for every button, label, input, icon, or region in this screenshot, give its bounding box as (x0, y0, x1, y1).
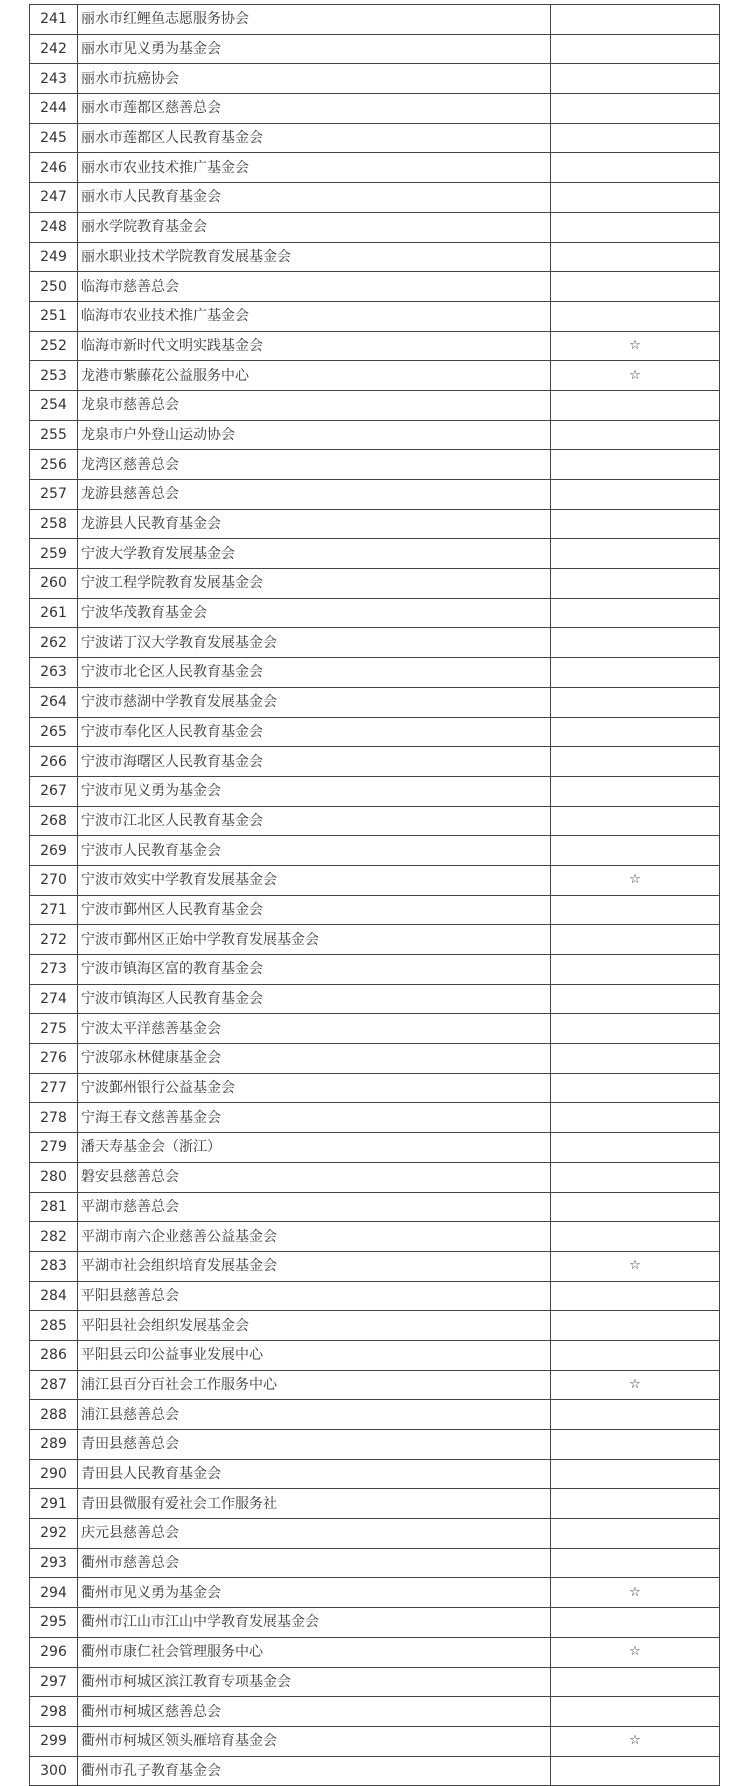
organization-name: 衢州市柯城区慈善总会 (78, 1697, 551, 1727)
row-number: 247 (30, 183, 78, 213)
organization-name: 青田县慈善总会 (78, 1430, 551, 1460)
mark-cell (551, 1608, 720, 1638)
organization-name: 丽水市抗癌协会 (78, 64, 551, 94)
mark-cell (551, 806, 720, 836)
mark-cell (551, 984, 720, 1014)
row-number: 267 (30, 776, 78, 806)
organization-name: 宁波诺丁汉大学教育发展基金会 (78, 628, 551, 658)
table-row (30, 1340, 720, 1370)
mark-cell (551, 272, 720, 302)
row-number: 278 (30, 1103, 78, 1133)
organization-name: 衢州市孔子教育基金会 (78, 1756, 551, 1786)
table-row (30, 480, 720, 510)
row-number: 266 (30, 747, 78, 777)
table-row (30, 955, 720, 985)
mark-cell (551, 1044, 720, 1074)
table-row (30, 1637, 720, 1667)
organization-name: 丽水学院教育基金会 (78, 212, 551, 242)
row-number: 279 (30, 1133, 78, 1163)
row-number: 244 (30, 94, 78, 124)
mark-cell (551, 153, 720, 183)
organization-name: 平湖市社会组织培育发展基金会 (78, 1251, 551, 1281)
organization-name: 磐安县慈善总会 (78, 1162, 551, 1192)
row-number: 260 (30, 569, 78, 599)
table-row (30, 925, 720, 955)
star-mark-icon: ☆ (551, 331, 720, 361)
row-number: 291 (30, 1489, 78, 1519)
mark-cell (551, 301, 720, 331)
organization-name: 龙湾区慈善总会 (78, 450, 551, 480)
row-number: 286 (30, 1340, 78, 1370)
row-number: 275 (30, 1014, 78, 1044)
row-number: 252 (30, 331, 78, 361)
mark-cell (551, 1340, 720, 1370)
row-number: 282 (30, 1222, 78, 1252)
star-mark-icon: ☆ (551, 361, 720, 391)
table-body (30, 5, 720, 1786)
table-row (30, 1162, 720, 1192)
row-number: 250 (30, 272, 78, 302)
organization-name: 龙游县人民教育基金会 (78, 509, 551, 539)
row-number: 294 (30, 1578, 78, 1608)
mark-cell (551, 1548, 720, 1578)
row-number: 256 (30, 450, 78, 480)
table-row (30, 1489, 720, 1519)
row-number: 243 (30, 64, 78, 94)
table-row (30, 1726, 720, 1756)
organization-name: 衢州市康仁社会管理服务中心 (78, 1637, 551, 1667)
table-row (30, 658, 720, 688)
table-row (30, 212, 720, 242)
row-number: 288 (30, 1400, 78, 1430)
organization-name: 浦江县慈善总会 (78, 1400, 551, 1430)
mark-cell (551, 94, 720, 124)
mark-cell (551, 1073, 720, 1103)
organization-name: 衢州市柯城区领头雁培育基金会 (78, 1726, 551, 1756)
table-row (30, 776, 720, 806)
table-row (30, 895, 720, 925)
mark-cell (551, 1281, 720, 1311)
table-row (30, 1192, 720, 1222)
mark-cell (551, 420, 720, 450)
organization-name: 临海市新时代文明实践基金会 (78, 331, 551, 361)
organization-name: 宁波市镇海区富的教育基金会 (78, 955, 551, 985)
organization-name: 平阳县慈善总会 (78, 1281, 551, 1311)
row-number: 292 (30, 1519, 78, 1549)
table-row (30, 539, 720, 569)
mark-cell (551, 569, 720, 599)
mark-cell (551, 539, 720, 569)
table-row (30, 361, 720, 391)
row-number: 277 (30, 1073, 78, 1103)
row-number: 265 (30, 717, 78, 747)
row-number: 259 (30, 539, 78, 569)
organization-name: 丽水市莲都区人民教育基金会 (78, 123, 551, 153)
row-number: 296 (30, 1637, 78, 1667)
row-number: 284 (30, 1281, 78, 1311)
mark-cell (551, 1430, 720, 1460)
table-row (30, 836, 720, 866)
table-row (30, 717, 720, 747)
star-mark-icon: ☆ (551, 1578, 720, 1608)
mark-cell (551, 1400, 720, 1430)
row-number: 272 (30, 925, 78, 955)
organization-name: 衢州市柯城区滨江教育专项基金会 (78, 1667, 551, 1697)
row-number: 253 (30, 361, 78, 391)
organization-name: 龙泉市户外登山运动协会 (78, 420, 551, 450)
organization-name: 丽水市红鲤鱼志愿服务协会 (78, 5, 551, 35)
organization-name: 临海市农业技术推广基金会 (78, 301, 551, 331)
mark-cell (551, 836, 720, 866)
mark-cell (551, 242, 720, 272)
organization-name: 平阳县云印公益事业发展中心 (78, 1340, 551, 1370)
mark-cell (551, 1133, 720, 1163)
row-number: 273 (30, 955, 78, 985)
table-row (30, 5, 720, 35)
organization-name: 宁波市慈湖中学教育发展基金会 (78, 687, 551, 717)
row-number: 241 (30, 5, 78, 35)
mark-cell (551, 776, 720, 806)
table-row (30, 1281, 720, 1311)
table-row (30, 1251, 720, 1281)
row-number: 298 (30, 1697, 78, 1727)
table-row (30, 450, 720, 480)
table-row (30, 1133, 720, 1163)
mark-cell (551, 628, 720, 658)
organization-name: 宁波市江北区人民教育基金会 (78, 806, 551, 836)
mark-cell (551, 598, 720, 628)
mark-cell (551, 687, 720, 717)
star-mark-icon: ☆ (551, 1370, 720, 1400)
table-row (30, 1400, 720, 1430)
mark-cell (551, 1667, 720, 1697)
row-number: 246 (30, 153, 78, 183)
mark-cell (551, 955, 720, 985)
star-mark-icon: ☆ (551, 865, 720, 895)
organization-name: 丽水市人民教育基金会 (78, 183, 551, 213)
organization-name: 青田县人民教育基金会 (78, 1459, 551, 1489)
table-row (30, 806, 720, 836)
mark-cell (551, 34, 720, 64)
organization-name: 宁波邬永林健康基金会 (78, 1044, 551, 1074)
organization-name: 浦江县百分百社会工作服务中心 (78, 1370, 551, 1400)
table-row (30, 242, 720, 272)
mark-cell (551, 925, 720, 955)
organization-name: 庆元县慈善总会 (78, 1519, 551, 1549)
mark-cell (551, 1103, 720, 1133)
mark-cell (551, 1459, 720, 1489)
row-number: 258 (30, 509, 78, 539)
organization-name: 宁波市鄞州区人民教育基金会 (78, 895, 551, 925)
row-number: 271 (30, 895, 78, 925)
table-row (30, 598, 720, 628)
table-row (30, 123, 720, 153)
row-number: 242 (30, 34, 78, 64)
row-number: 255 (30, 420, 78, 450)
organization-name: 宁波大学教育发展基金会 (78, 539, 551, 569)
row-number: 262 (30, 628, 78, 658)
organization-name: 宁波市奉化区人民教育基金会 (78, 717, 551, 747)
row-number: 293 (30, 1548, 78, 1578)
mark-cell (551, 658, 720, 688)
table-row (30, 1519, 720, 1549)
organization-name: 宁波市见义勇为基金会 (78, 776, 551, 806)
organization-name: 宁波市人民教育基金会 (78, 836, 551, 866)
organization-name: 宁波工程学院教育发展基金会 (78, 569, 551, 599)
table-row (30, 1697, 720, 1727)
mark-cell (551, 450, 720, 480)
organization-name: 潘天寿基金会（浙江） (78, 1133, 551, 1163)
organization-name: 宁波华茂教育基金会 (78, 598, 551, 628)
row-number: 300 (30, 1756, 78, 1786)
organization-name: 平阳县社会组织发展基金会 (78, 1311, 551, 1341)
table-row (30, 569, 720, 599)
table-row (30, 153, 720, 183)
mark-cell (551, 123, 720, 153)
mark-cell (551, 390, 720, 420)
row-number: 269 (30, 836, 78, 866)
mark-cell (551, 717, 720, 747)
row-number: 268 (30, 806, 78, 836)
table-row (30, 390, 720, 420)
table-row (30, 1311, 720, 1341)
organization-name: 平湖市南六企业慈善公益基金会 (78, 1222, 551, 1252)
organization-name: 宁波市北仑区人民教育基金会 (78, 658, 551, 688)
table-row (30, 747, 720, 777)
row-number: 287 (30, 1370, 78, 1400)
table-row (30, 1014, 720, 1044)
organization-name: 临海市慈善总会 (78, 272, 551, 302)
mark-cell (551, 64, 720, 94)
table-row (30, 1578, 720, 1608)
organization-name: 平湖市慈善总会 (78, 1192, 551, 1222)
organization-name: 宁波太平洋慈善基金会 (78, 1014, 551, 1044)
row-number: 254 (30, 390, 78, 420)
row-number: 289 (30, 1430, 78, 1460)
table-row (30, 64, 720, 94)
organization-name: 衢州市见义勇为基金会 (78, 1578, 551, 1608)
table-row (30, 183, 720, 213)
mark-cell (551, 480, 720, 510)
row-number: 281 (30, 1192, 78, 1222)
mark-cell (551, 1697, 720, 1727)
table-row (30, 1756, 720, 1786)
organization-name: 宁波市海曙区人民教育基金会 (78, 747, 551, 777)
organization-name: 宁海王春文慈善基金会 (78, 1103, 551, 1133)
mark-cell (551, 5, 720, 35)
mark-cell (551, 183, 720, 213)
table-row (30, 34, 720, 64)
mark-cell (551, 1192, 720, 1222)
mark-cell (551, 1222, 720, 1252)
organization-name: 丽水市莲都区慈善总会 (78, 94, 551, 124)
table-row (30, 1222, 720, 1252)
organization-name: 龙游县慈善总会 (78, 480, 551, 510)
row-number: 257 (30, 480, 78, 510)
row-number: 297 (30, 1667, 78, 1697)
mark-cell (551, 1519, 720, 1549)
row-number: 295 (30, 1608, 78, 1638)
mark-cell (551, 509, 720, 539)
row-number: 249 (30, 242, 78, 272)
row-number: 245 (30, 123, 78, 153)
table-row (30, 687, 720, 717)
organization-name: 衢州市慈善总会 (78, 1548, 551, 1578)
star-mark-icon: ☆ (551, 1251, 720, 1281)
row-number: 270 (30, 865, 78, 895)
mark-cell (551, 747, 720, 777)
mark-cell (551, 1489, 720, 1519)
organization-name: 宁波鄞州银行公益基金会 (78, 1073, 551, 1103)
table-row (30, 1430, 720, 1460)
table-row (30, 1073, 720, 1103)
table-row (30, 1608, 720, 1638)
row-number: 248 (30, 212, 78, 242)
table-row (30, 1548, 720, 1578)
row-number: 299 (30, 1726, 78, 1756)
table-row (30, 1459, 720, 1489)
row-number: 263 (30, 658, 78, 688)
row-number: 290 (30, 1459, 78, 1489)
row-number: 283 (30, 1251, 78, 1281)
row-number: 285 (30, 1311, 78, 1341)
mark-cell (551, 1756, 720, 1786)
organization-name: 龙港市紫藤花公益服务中心 (78, 361, 551, 391)
star-mark-icon: ☆ (551, 1637, 720, 1667)
mark-cell (551, 895, 720, 925)
table-row (30, 1103, 720, 1133)
organization-name: 宁波市效实中学教育发展基金会 (78, 865, 551, 895)
table-row (30, 628, 720, 658)
organization-name: 衢州市江山市江山中学教育发展基金会 (78, 1608, 551, 1638)
row-number: 280 (30, 1162, 78, 1192)
organization-name: 龙泉市慈善总会 (78, 390, 551, 420)
table-row (30, 865, 720, 895)
table-row (30, 331, 720, 361)
table-row (30, 272, 720, 302)
mark-cell (551, 212, 720, 242)
mark-cell (551, 1162, 720, 1192)
table-row (30, 1044, 720, 1074)
table-row (30, 94, 720, 124)
organization-name: 丽水职业技术学院教育发展基金会 (78, 242, 551, 272)
table-row (30, 984, 720, 1014)
row-number: 274 (30, 984, 78, 1014)
star-mark-icon: ☆ (551, 1726, 720, 1756)
table-row (30, 1667, 720, 1697)
mark-cell (551, 1014, 720, 1044)
organization-name: 丽水市见义勇为基金会 (78, 34, 551, 64)
table-row (30, 1370, 720, 1400)
organization-table (29, 4, 720, 1786)
mark-cell (551, 1311, 720, 1341)
table-row (30, 509, 720, 539)
organization-name: 丽水市农业技术推广基金会 (78, 153, 551, 183)
row-number: 264 (30, 687, 78, 717)
row-number: 251 (30, 301, 78, 331)
organization-name: 宁波市鄞州区正始中学教育发展基金会 (78, 925, 551, 955)
row-number: 276 (30, 1044, 78, 1074)
row-number: 261 (30, 598, 78, 628)
table-row (30, 420, 720, 450)
organization-name: 青田县微服有爱社会工作服务社 (78, 1489, 551, 1519)
organization-name: 宁波市镇海区人民教育基金会 (78, 984, 551, 1014)
table-row (30, 301, 720, 331)
